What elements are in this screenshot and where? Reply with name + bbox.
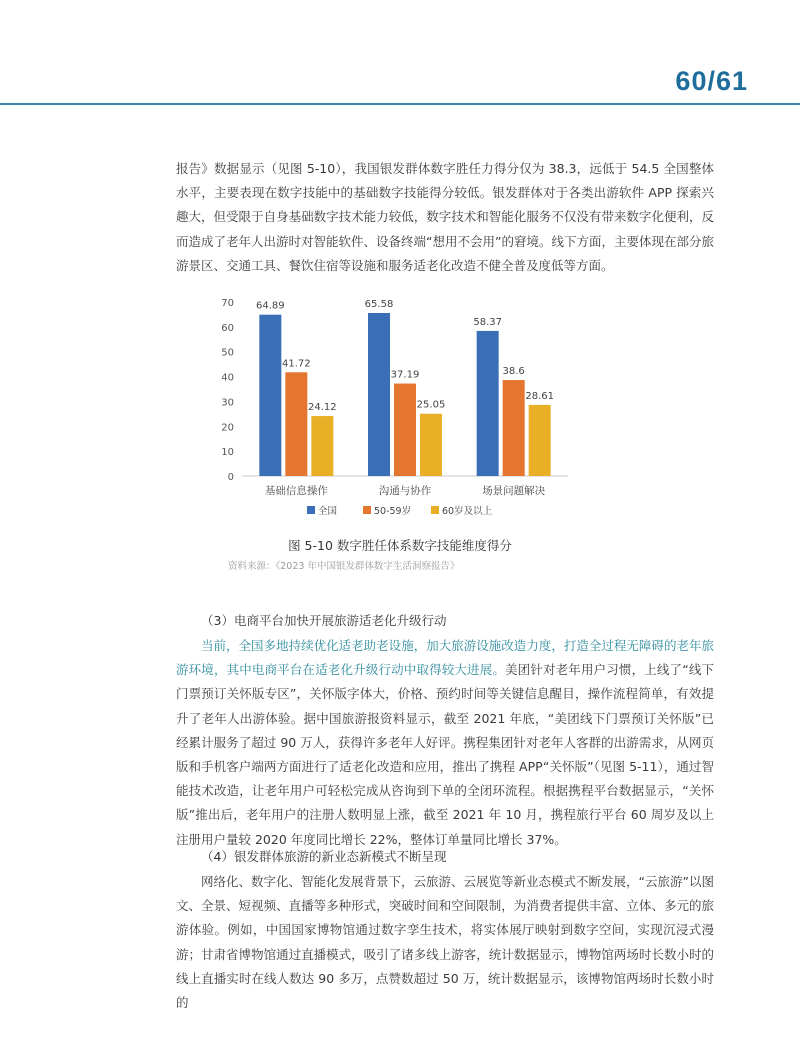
bar bbox=[529, 405, 551, 476]
x-tick-label: 场景问题解决 bbox=[482, 485, 546, 497]
bar bbox=[420, 414, 442, 476]
header-divider bbox=[0, 103, 800, 105]
section-3-paragraph bbox=[176, 634, 714, 852]
section-3-body: 美团针对老年用户习惯，上线了“线下门票预订关怀版专区”，关怀版字体大，价格、预约时间等关键信息醒目，操作流程简单，有效提升了老年人出游体验。据中国旅游报资料显示，截至 2021 年底，“美团线下门票预订关怀版”已经累计服务了超过 90 万人，获得许多老年人好评。携程集团针对老年人客群的出游需求，从网页版和手机客户端两方面进行了适老化改造和应用，推出了携程 APP“关怀版”（见图 5-11），通过智能技术改造，让老年用户可轻松完成从咨询到下单的全闭环流程。根据携程平台数据显示，“关怀版”推出后，老年用户的注册人数明显上涨，截至 2021 年 10 月，携程旅行平台 60 周岁及以上注册用户量较 2020 年度同比增长 22%，整体订单量同比增长 37%。 bbox=[176, 662, 714, 847]
y-tick-label: 60 bbox=[221, 322, 234, 334]
data-label: 65.58 bbox=[364, 298, 394, 310]
section-3-highlight: 当前，全国多地持续优化适老助老设施，加大旅游设施改造力度，打造全过程无障碍的老年旅游环境，其中电商平台在适老化升级行动中取得较大进展。 bbox=[176, 638, 714, 678]
section-4-paragraph: 网络化、数字化、智能化发展背景下，云旅游、云展览等新业态模式不断发展，“云旅游”以图文、全景、短视频、直播等多种形式，突破时间和空间限制，为消费者提供丰富、立体、多元的旅游体验。例如，中国国家博物馆通过数字孪生技术，将实体展厅映射到数字空间，实现沉浸式漫游；甘肃省博物馆通过直播模式，吸引了诸多线上游客，统计数据显示，博物馆两场时长数小时的线上直播实时在线人数达 90 多万，点赞数超过 50 万，统计数据显示，该博物馆两场时长数小时的 bbox=[176, 874, 714, 1011]
bar bbox=[285, 372, 307, 476]
bar bbox=[503, 380, 525, 476]
y-tick-label: 10 bbox=[221, 447, 234, 459]
data-label: 25.05 bbox=[416, 399, 446, 411]
legend-swatch bbox=[307, 506, 315, 514]
section-3-title: （3）电商平台加快开展旅游适老化升级行动 bbox=[201, 613, 447, 628]
legend-label: 50-59岁 bbox=[374, 506, 412, 517]
data-label: 58.37 bbox=[473, 316, 502, 328]
y-tick-label: 30 bbox=[221, 397, 234, 409]
data-label: 64.89 bbox=[256, 300, 285, 312]
bar-chart-svg bbox=[200, 288, 580, 528]
y-tick-label: 0 bbox=[227, 472, 234, 483]
x-tick-label: 基础信息操作 bbox=[264, 485, 328, 497]
data-label: 41.72 bbox=[282, 358, 311, 370]
bar bbox=[368, 313, 390, 476]
data-label: 24.12 bbox=[308, 402, 337, 414]
source-note: 资料来源：《2023 年中国银发群体数字生活洞察报告》 bbox=[228, 561, 460, 572]
y-tick-label: 40 bbox=[221, 372, 234, 384]
bar bbox=[311, 416, 333, 476]
y-tick-label: 70 bbox=[221, 298, 234, 309]
data-label: 28.61 bbox=[525, 390, 554, 402]
legend-label: 60岁及以上 bbox=[442, 506, 493, 517]
legend-swatch bbox=[363, 506, 371, 514]
legend-swatch bbox=[431, 506, 439, 514]
bar bbox=[394, 384, 416, 476]
data-label: 38.6 bbox=[502, 366, 525, 378]
chart-caption: 图 5-10 数字胜任体系数字技能维度得分 bbox=[288, 538, 512, 553]
data-label: 37.19 bbox=[390, 369, 420, 381]
bar bbox=[259, 315, 281, 476]
y-tick-label: 20 bbox=[221, 422, 234, 434]
page-number: 60/61 bbox=[675, 66, 748, 96]
bar bbox=[477, 331, 499, 476]
intro-paragraph: 报告》数据显示（见图 5-10），我国银发群体数字胜任力得分仅为 38.3，远低于 54.5 全国整体水平，主要表现在数字技能中的基础数字技能得分较低。银发群体对于各类出游软件 APP 探索兴趣大，但受限于自身基础数字技术能力较低，数字技术和智能化服务不仅没有带来数字化便利，反而造成了老年人出游时对智能软件、设备终端“想用不会用”的窘境。线下方面，主要体现在部分旅游景区、交通工具、餐饮住宿等设施和服务适老化改造不健全普及度低等方面。 bbox=[176, 161, 714, 273]
legend-label: 全国 bbox=[318, 506, 338, 517]
bar-chart bbox=[200, 288, 580, 528]
x-tick-label: 沟通与协作 bbox=[378, 485, 432, 497]
section-4-title: （4）银发群体旅游的新业态新模式不断呈现 bbox=[201, 849, 447, 864]
y-tick-label: 50 bbox=[221, 347, 234, 359]
